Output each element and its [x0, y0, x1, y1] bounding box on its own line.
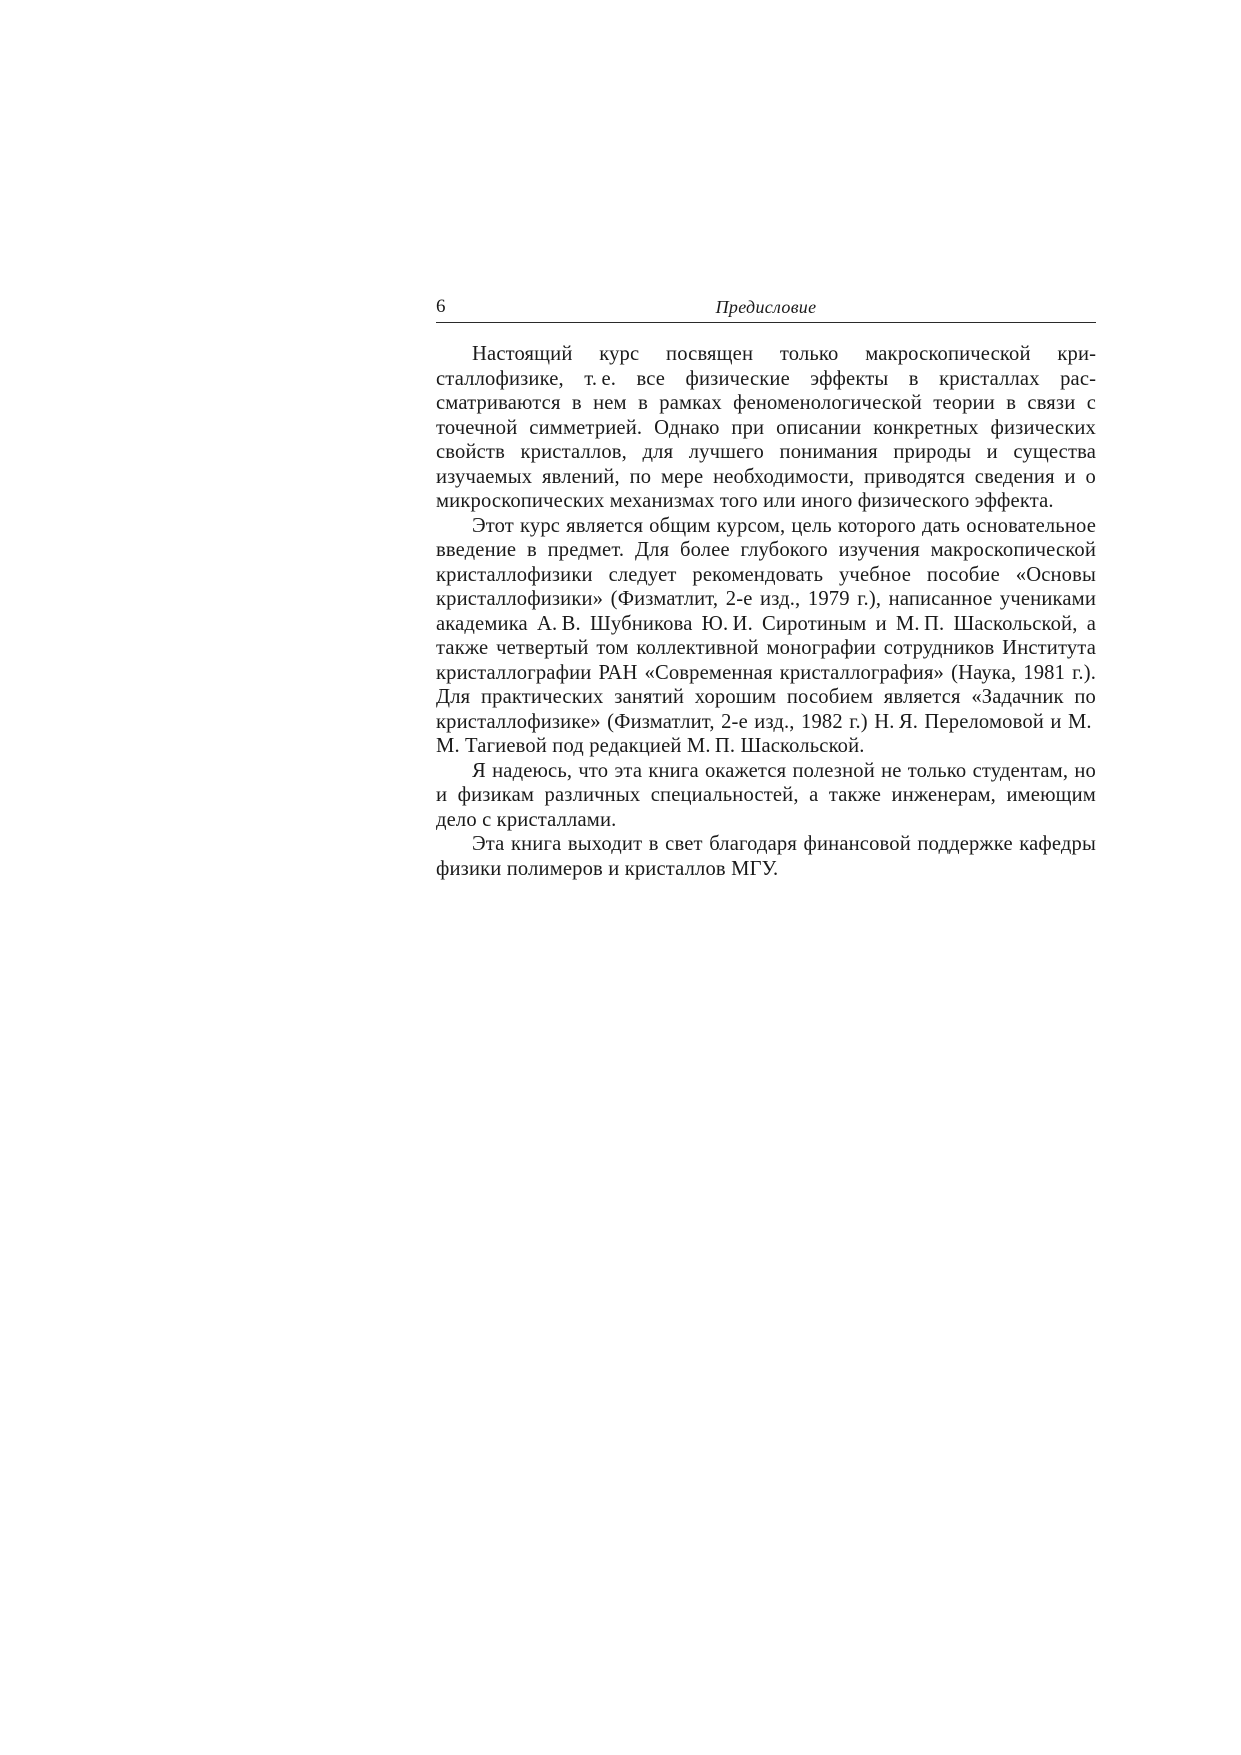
body-text: [436, 342, 1096, 881]
paragraph-references: Этот курс является общим курсом, цель которого дать основательное введение в предмет. Для более глубокого изучения макроскопической кристаллофизики следует рекомендовать учебное пособие «Основы кристаллофизики» (Физматлит, 2-е изд., 1979 г.), написанное учениками академика А. В. Шубникова Ю. И. Сиротиным и М. П. Шаскольской, а также четвертый том коллективной монографии сотрудников Института кристаллографии РАН «Современная кристаллография» (Наука, 1981 г.). Для практических занятий хорошим пособием является «Задачник по кристаллофизике» (Физматлит, 2-е изд., 1982 г.) Н. Я. Переломовой и М. М. Тагиевой под редакцией М. П. Шаскольской.: [436, 514, 1096, 757]
section-title: Предисловие: [715, 297, 817, 317]
paragraph-scope: Настоящий курс посвящен только макроскопической кристаллофизике, т. е. все физические эффекты в кристаллах рассматриваются в нем в рамках феноменологической теории в связи с точечной симметрией. Однако при описании конкретных физических свойств кристаллов, для лучшего понимания природы и существа изучаемых явлений, по мере необходимости, приводятся сведения и о микроскопических механизмах того или иного физического эффекта.: [436, 343, 1096, 512]
paragraph-audience: Я надеюсь, что эта книга окажется полезной не только студентам, но и физикам различных специальностей, а также инженерам, имеющим дело с кристаллами.: [436, 759, 1096, 831]
running-header: [436, 296, 1096, 323]
paragraph-acknowledgement: Эта книга выходит в свет благодаря финансовой поддержке кафедры физики полимеров и кристаллов МГУ.: [436, 833, 1096, 880]
page-number: 6: [436, 296, 446, 317]
